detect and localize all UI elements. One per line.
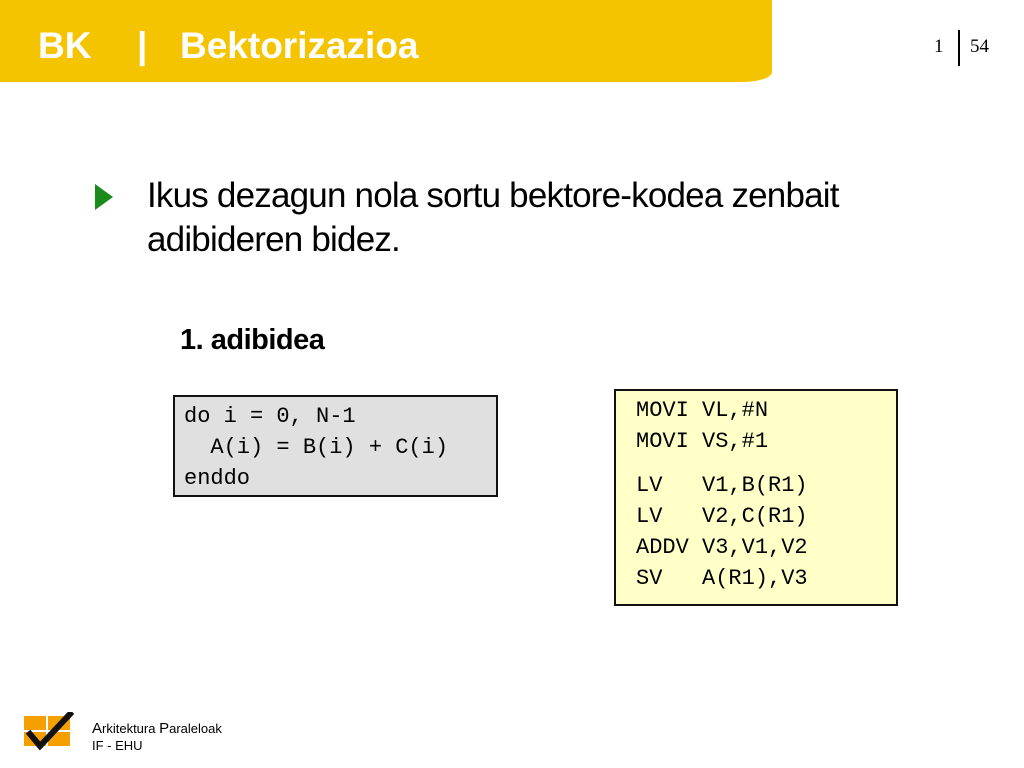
vector-code-line: MOVI VL,#N bbox=[636, 398, 769, 423]
bullet-text: Ikus dezagun nola sortu bektore-kodea zenbait adibideren bidez. bbox=[147, 176, 839, 259]
vector-code-line: SV A(R1),V3 bbox=[636, 566, 808, 591]
vector-code-line: LV V2,C(R1) bbox=[636, 504, 808, 529]
page-number-divider bbox=[958, 30, 960, 66]
chapter-number: 1 bbox=[934, 36, 944, 57]
source-code-box bbox=[173, 395, 498, 497]
bullet-arrow-icon bbox=[95, 184, 113, 210]
example-heading: 1. adibidea bbox=[180, 324, 325, 356]
checkmark-logo-icon bbox=[22, 712, 74, 752]
page-number: 54 bbox=[970, 36, 989, 57]
title-separator: | bbox=[137, 25, 148, 66]
vector-code-box bbox=[614, 389, 898, 606]
vector-code-line: ADDV V3,V1,V2 bbox=[636, 535, 808, 560]
slide-title: Bektorizazioa bbox=[180, 25, 419, 66]
source-code-line: A(i) = B(i) + C(i) bbox=[184, 435, 449, 460]
footer-title: Arkitektura Paraleloak bbox=[92, 720, 222, 737]
source-code-line: enddo bbox=[184, 466, 251, 491]
vector-code-line: MOVI VS,#1 bbox=[636, 429, 769, 454]
footer-subtitle: IF - EHU bbox=[92, 738, 143, 753]
vector-code-line: LV V1,B(R1) bbox=[636, 473, 808, 498]
course-code: BK bbox=[38, 25, 92, 66]
source-code-line: do i = 0, N-1 bbox=[184, 404, 356, 429]
